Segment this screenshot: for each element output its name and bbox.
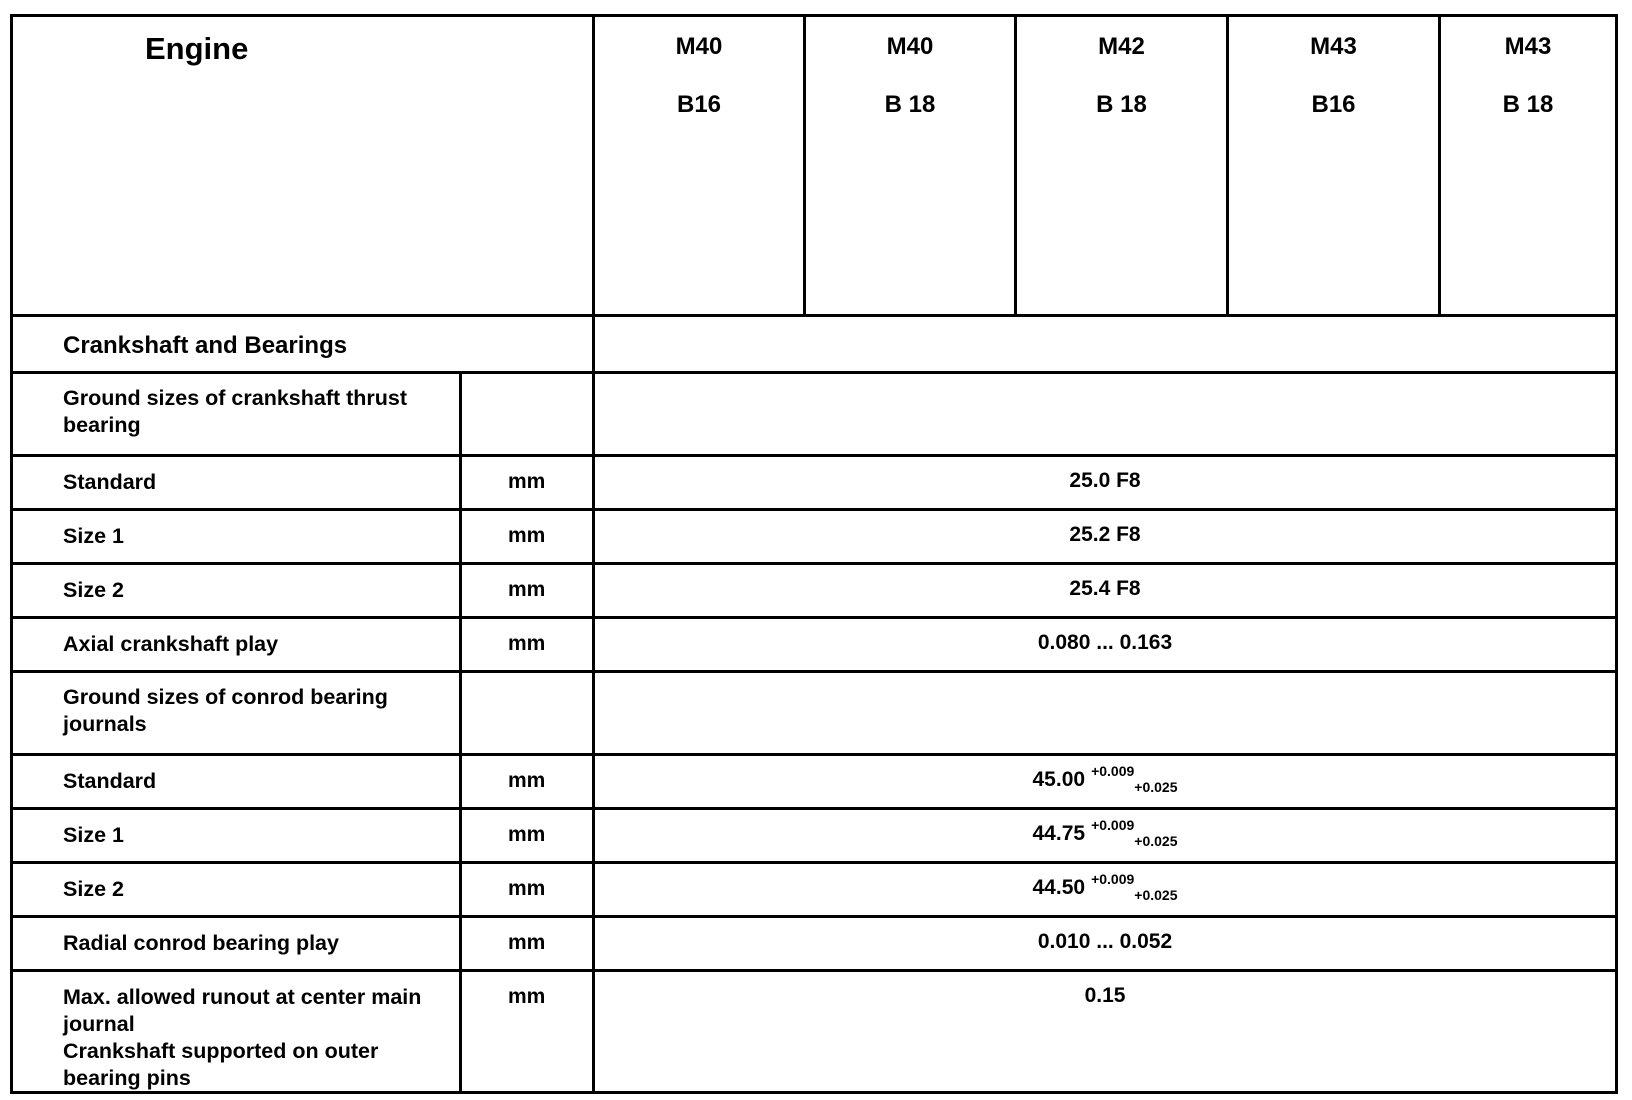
row-label-cell	[10, 371, 462, 457]
row-value-toleranced	[595, 871, 1615, 903]
row-unit: mm	[508, 470, 546, 493]
section-title-cell	[10, 314, 595, 374]
row-label-cell	[10, 915, 462, 972]
model-engine: M43	[1504, 33, 1552, 60]
engine-header-cell	[10, 14, 595, 317]
row-unit-cell	[459, 861, 595, 918]
section-value-cell	[592, 314, 1618, 374]
row-label-cell	[10, 508, 462, 565]
model-engine: M43	[1310, 33, 1357, 60]
model-variant: B16	[1311, 91, 1356, 118]
model-variant: B 18	[1502, 91, 1554, 118]
row-value: 0.15	[1084, 984, 1126, 1007]
row-label-line-1: Max. allowed runout at center main journal	[63, 985, 422, 1036]
row-value-cell	[592, 562, 1618, 619]
row-label-cell	[10, 562, 462, 619]
nominal-value: 44.50	[1032, 876, 1086, 899]
engine-title: Engine	[145, 31, 249, 66]
row-label-cell	[10, 861, 462, 918]
row-value: 0.080 ... 0.163	[1037, 631, 1173, 654]
row-label: Size 1	[63, 823, 124, 847]
row-value-cell	[592, 670, 1618, 756]
model-variant: B 18	[1096, 91, 1147, 118]
model-column-4	[1226, 14, 1441, 317]
row-unit-cell	[459, 616, 595, 673]
row-label: Ground sizes of conrod bearing journals	[63, 685, 388, 736]
row-unit-cell	[459, 753, 595, 810]
model-column-1	[592, 14, 806, 317]
row-value: 0.010 ... 0.052	[1037, 930, 1173, 953]
model-column-3	[1014, 14, 1229, 317]
row-label: Size 1	[63, 524, 124, 548]
row-value: 25.4 F8	[1069, 577, 1141, 600]
model-variant: B16	[676, 91, 722, 118]
row-label: Radial conrod bearing play	[63, 931, 339, 955]
lower-tolerance: +0.025	[1134, 887, 1178, 903]
row-label: Ground sizes of crankshaft thrust bearing	[63, 386, 408, 437]
nominal-value: 45.00	[1032, 768, 1086, 791]
row-value-cell	[592, 861, 1618, 918]
row-unit: mm	[508, 823, 546, 846]
row-value: 25.0 F8	[1069, 469, 1141, 492]
row-unit-cell	[459, 969, 595, 1094]
row-value-cell	[592, 371, 1618, 457]
row-label: Standard	[63, 769, 157, 793]
row-label-cell	[10, 807, 462, 864]
row-value-cell	[592, 753, 1618, 810]
row-value-cell	[592, 454, 1618, 511]
row-label-cell	[10, 969, 462, 1094]
row-label-line-2: Crankshaft supported on outer bearing pins	[63, 1039, 379, 1090]
row-label: Axial crankshaft play	[63, 632, 279, 656]
lower-tolerance: +0.025	[1134, 779, 1178, 795]
row-unit-cell	[459, 562, 595, 619]
row-label: Size 2	[63, 578, 124, 602]
row-value-cell	[592, 508, 1618, 565]
row-value-cell	[592, 969, 1618, 1094]
row-unit: mm	[508, 877, 546, 900]
upper-tolerance: +0.009	[1091, 871, 1135, 887]
model-engine: M42	[1098, 33, 1145, 60]
row-value-cell	[592, 807, 1618, 864]
row-value: 25.2 F8	[1069, 523, 1141, 546]
row-label-cell	[10, 753, 462, 810]
row-unit-cell	[459, 508, 595, 565]
row-unit: mm	[508, 578, 546, 601]
nominal-value: 44.75	[1032, 822, 1086, 845]
row-unit-cell	[459, 371, 595, 457]
row-unit: mm	[508, 769, 546, 792]
row-label-cell	[10, 454, 462, 511]
row-value-cell	[592, 616, 1618, 673]
row-label-cell	[10, 616, 462, 673]
row-unit-cell	[459, 915, 595, 972]
row-label-cell	[10, 670, 462, 756]
row-unit: mm	[508, 985, 546, 1008]
model-column-2	[803, 14, 1017, 317]
row-label: Size 2	[63, 877, 124, 901]
row-value-toleranced	[595, 817, 1615, 849]
model-variant: B 18	[884, 91, 936, 118]
row-unit-cell	[459, 670, 595, 756]
upper-tolerance: +0.009	[1091, 763, 1135, 779]
row-label: Standard	[63, 470, 157, 494]
model-column-5	[1438, 14, 1618, 317]
model-engine: M40	[886, 33, 934, 60]
row-value-toleranced	[595, 763, 1615, 795]
row-unit: mm	[508, 931, 546, 954]
row-unit-cell	[459, 807, 595, 864]
upper-tolerance: +0.009	[1091, 817, 1135, 833]
row-unit: mm	[508, 632, 546, 655]
model-engine: M40	[675, 33, 723, 60]
row-unit-cell	[459, 454, 595, 511]
row-unit: mm	[508, 524, 546, 547]
lower-tolerance: +0.025	[1134, 833, 1178, 849]
section-title: Crankshaft and Bearings	[63, 332, 348, 359]
row-value-cell	[592, 915, 1618, 972]
